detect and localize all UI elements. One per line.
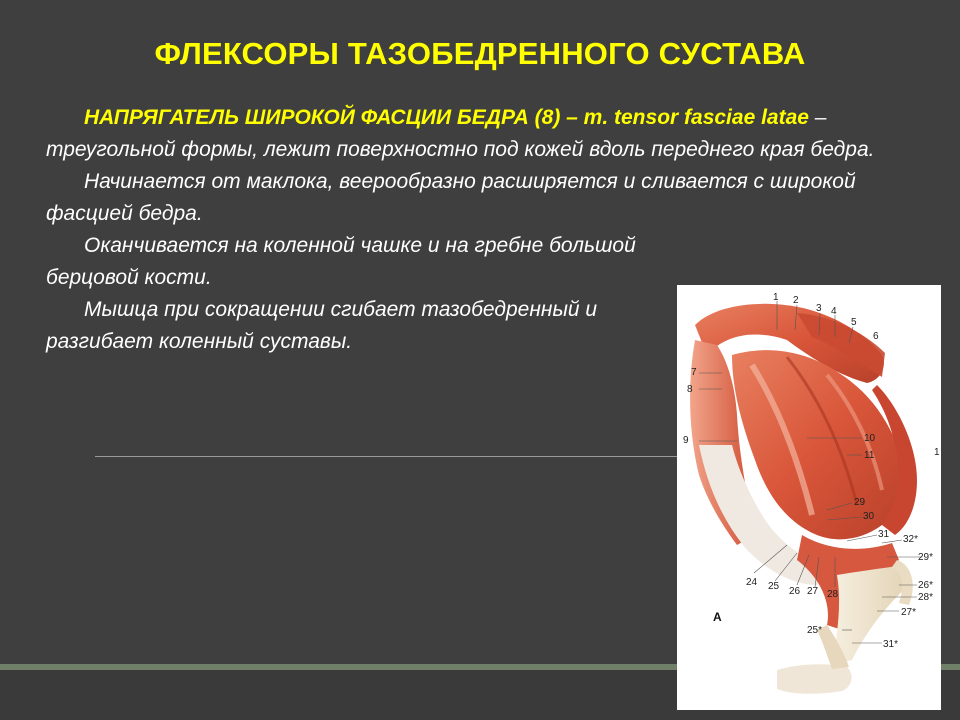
label-9: 9 (683, 435, 689, 446)
thigh-muscles-drawing (677, 285, 941, 710)
label-3: 3 (816, 303, 822, 314)
label-24: 24 (746, 577, 758, 588)
label-4: 4 (831, 306, 837, 317)
paragraph-1-text: – треугольной формы, лежит поверхностно под кожей вдоль переднего края бедра. (46, 106, 875, 161)
paragraph-1 (46, 102, 926, 166)
label-1-edge: 1 (934, 447, 940, 458)
label-28: 28 (827, 589, 839, 600)
panel-letter: А (713, 610, 722, 624)
label-32-star: 32* (903, 534, 919, 545)
paragraph-2: Начинается от маклока, веерообразно расширяется и сливается с широкой фасцией бедра. (46, 170, 856, 225)
label-1: 1 (773, 292, 779, 303)
label-11: 11 (864, 450, 875, 461)
paragraph-4: Мышца при сокращении сгибает тазобедренный и разгибает коленный суставы. (46, 298, 598, 353)
shank-tendons (832, 565, 909, 665)
label-8: 8 (687, 384, 693, 395)
label-10: 10 (864, 433, 876, 444)
label-7: 7 (691, 367, 697, 378)
label-26: 26 (789, 586, 801, 597)
label-27: 27 (807, 586, 819, 597)
label-27-star: 27* (901, 607, 917, 618)
divider-line (95, 456, 685, 457)
label-25-star: 25* (807, 625, 823, 636)
muscle-name-highlight: НАПРЯГАТЕЛЬ ШИРОКОЙ ФАСЦИИ БЕДРА (8) – m. tensor fasciae latae (84, 106, 809, 129)
paragraph-3: Оканчивается на коленной чашке и на гребне большой берцовой кости. (46, 234, 636, 289)
label-30: 30 (863, 511, 875, 522)
label-29: 29 (854, 497, 866, 508)
label-29-star: 29* (918, 552, 934, 563)
paw (777, 664, 852, 693)
label-28-star: 28* (918, 592, 934, 603)
label-31: 31 (878, 529, 890, 540)
slide-title: ФЛЕКСОРЫ ТАЗОБЕДРЕННОГО СУСТАВА (154, 36, 806, 71)
label-31-star: 31* (883, 639, 899, 650)
label-5: 5 (851, 317, 857, 328)
label-25: 25 (768, 581, 780, 592)
label-26-star: 26* (918, 580, 934, 591)
label-2: 2 (793, 295, 799, 306)
anatomy-illustration (677, 285, 941, 710)
label-6: 6 (873, 331, 879, 342)
